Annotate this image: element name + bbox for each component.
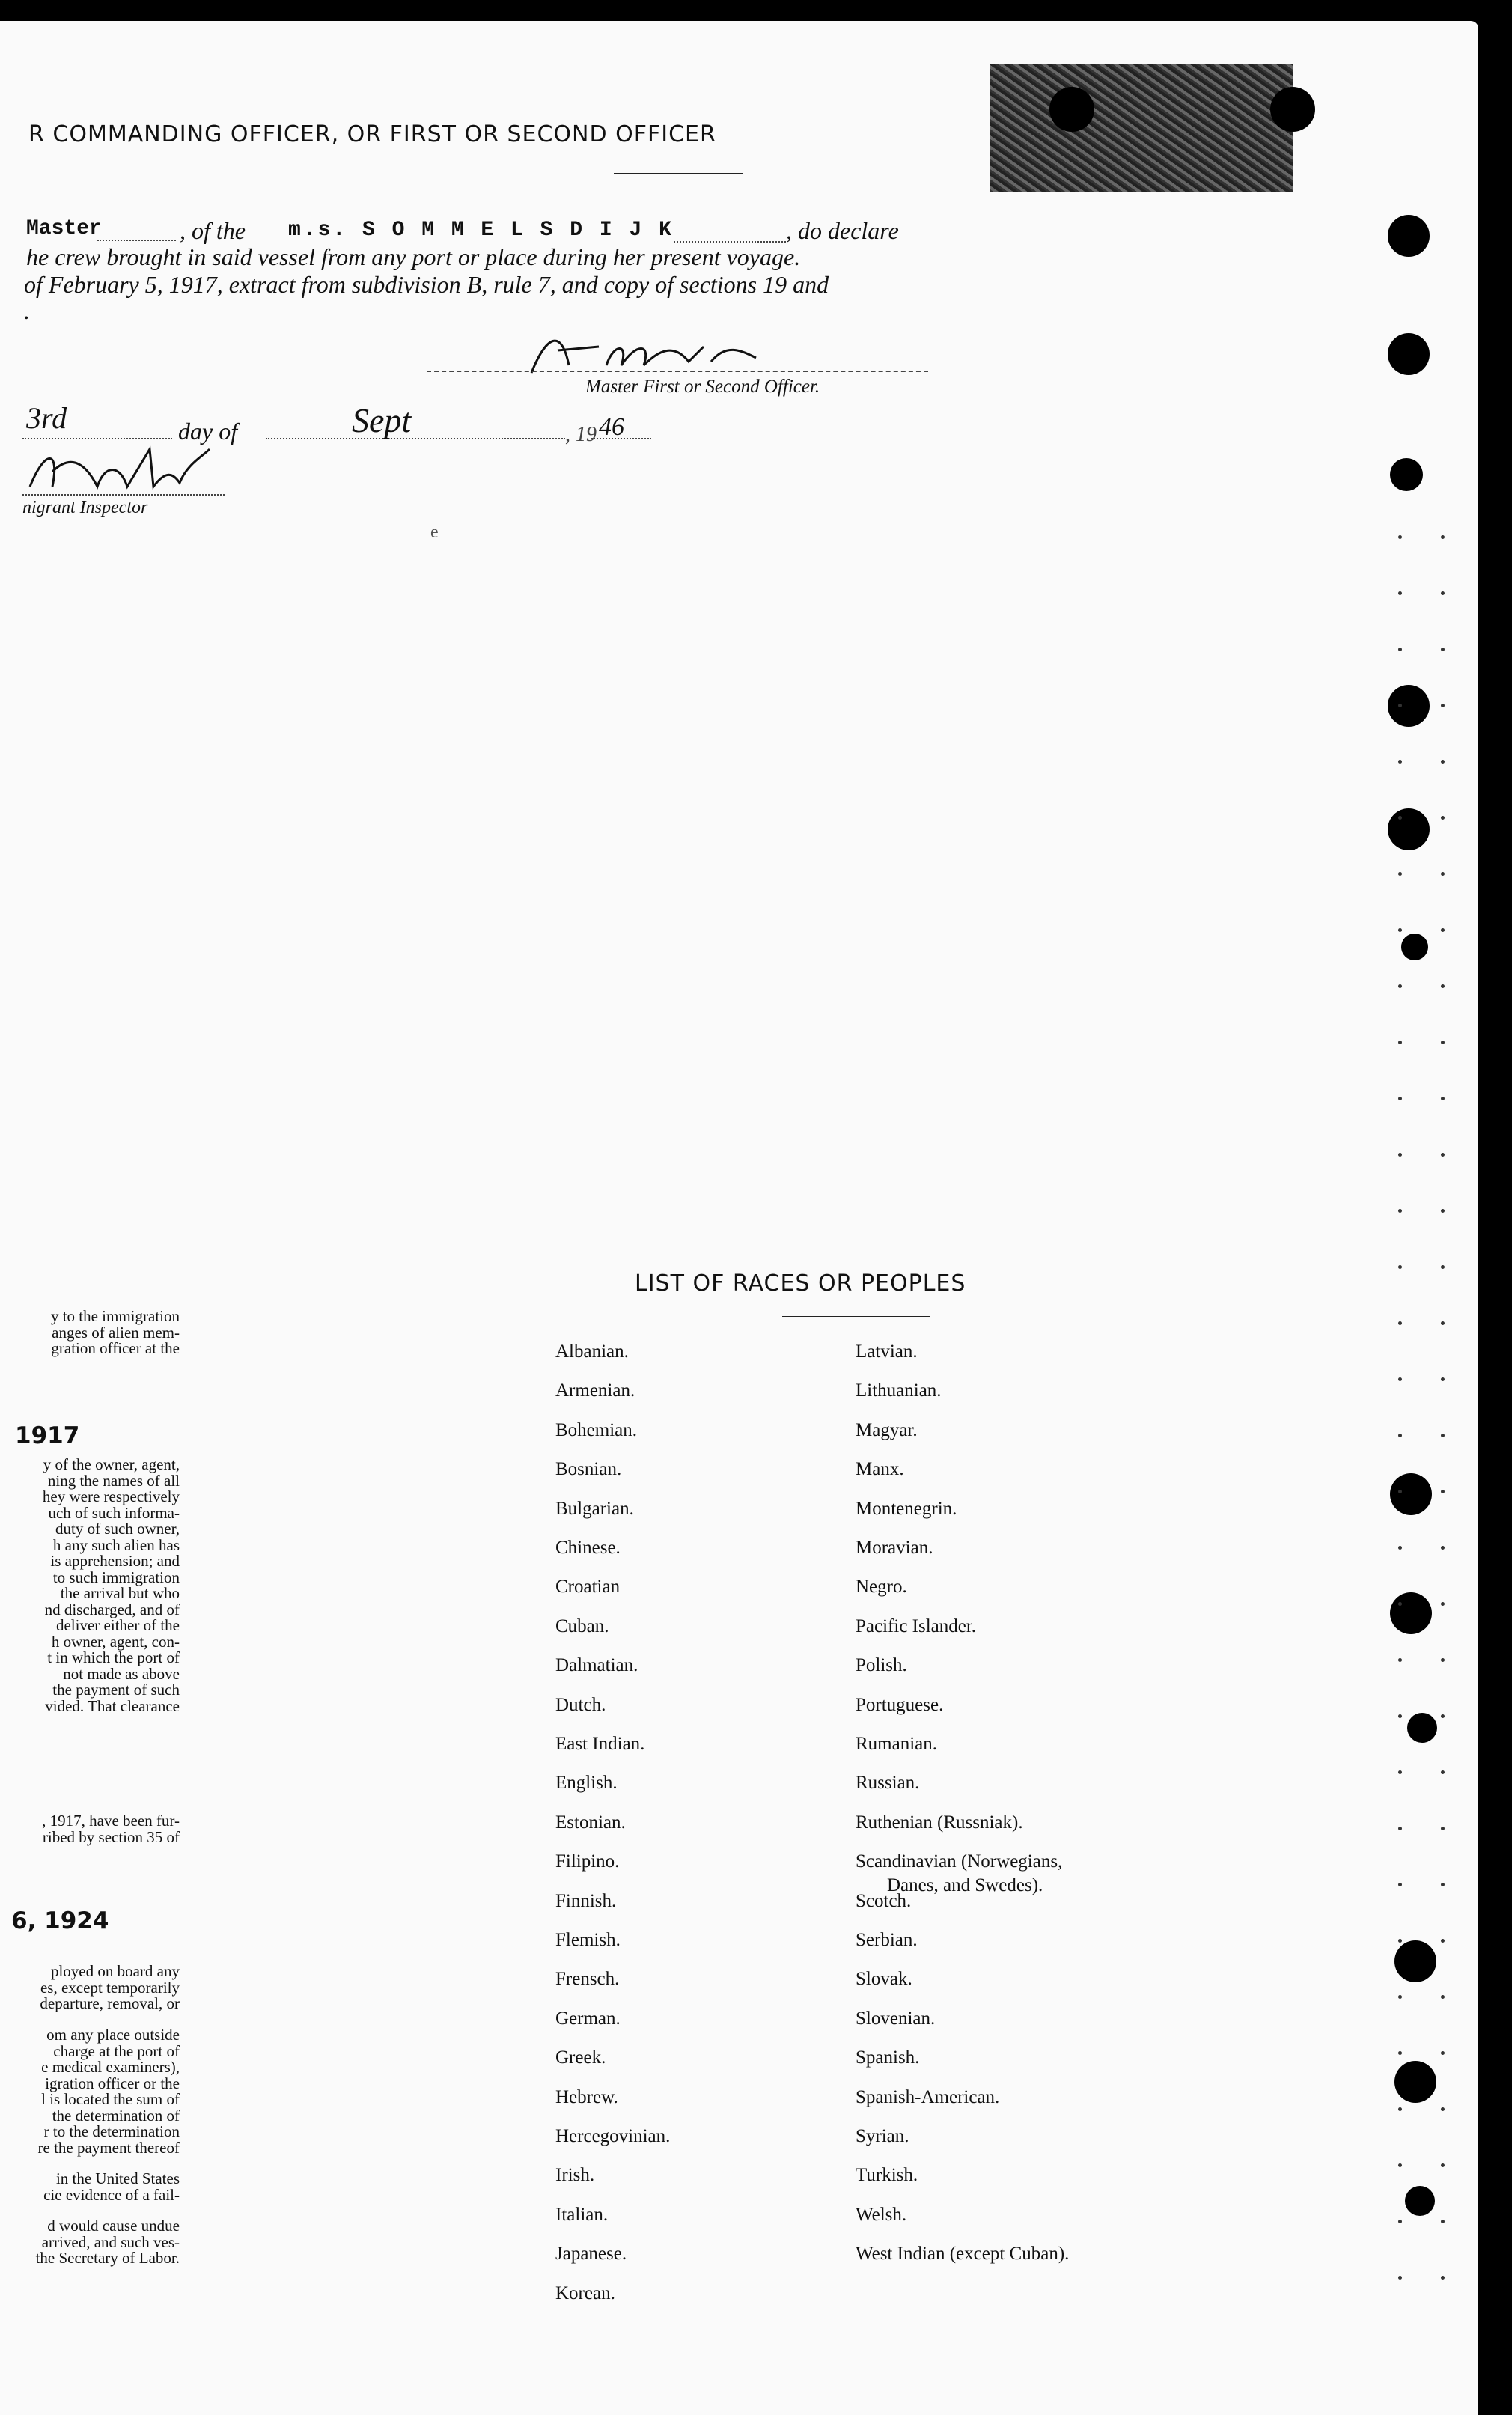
bleed-dot [1398, 1209, 1402, 1213]
bleed-dot [1398, 1097, 1402, 1100]
bleed-dot [1441, 1434, 1445, 1437]
punch-hole [1390, 1473, 1432, 1515]
race-item: Slovenian. [856, 2008, 936, 2029]
bleed-dot [1441, 1602, 1445, 1606]
left-para-5: om any place outside charge at the port of e medical examiners), igration officer or the l is located the sum of the determination of r to the determination re the payment thereof [37, 2026, 180, 2157]
bleed-dot [1398, 984, 1402, 988]
bleed-dot [1398, 1546, 1402, 1550]
race-item: Turkish. [856, 2165, 918, 2186]
punch-hole [1390, 458, 1423, 491]
race-item: Korean. [555, 2282, 615, 2303]
race-item: Scotch. [856, 1890, 912, 1911]
dotted-line [591, 438, 651, 439]
bleed-dot [1398, 1714, 1402, 1718]
dotted-line [97, 240, 176, 241]
bleed-dot [1441, 1321, 1445, 1325]
bleed-dot [1441, 1097, 1445, 1100]
stamp-mark: e [430, 523, 439, 542]
left-para-7: d would cause undue arrived, and such ves- the Secretary of Labor. [35, 2217, 180, 2267]
punch-hole [1388, 808, 1430, 850]
bleed-dot [1398, 591, 1402, 595]
race-item: Moravian. [856, 1538, 933, 1558]
year-value: 46 [599, 413, 624, 441]
bleed-dot [1398, 1265, 1402, 1269]
punch-hole [1407, 1713, 1437, 1743]
left-para-2: y of the owner, agent, ning the names of all hey were respectively uch of such informa- duty of such owner, h any such alien has is apprehension; and to such immigration the arrival but who nd discharged, and of deliver either of the h owner, agent, con- t in which the port of not made as above the payment of such vided. That clearance [42, 1455, 180, 1715]
race-item: English. [555, 1773, 618, 1794]
inspector-label: nigrant Inspector [22, 498, 148, 517]
bleed-dot [1398, 1377, 1402, 1381]
bleed-dot [1441, 1770, 1445, 1774]
bleed-dot [1398, 928, 1402, 932]
bleed-dot [1441, 1714, 1445, 1718]
race-item: Dalmatian. [555, 1655, 638, 1676]
race-item: Latvian. [856, 1342, 918, 1362]
bleed-dot [1441, 1658, 1445, 1662]
race-item: East Indian. [555, 1734, 645, 1754]
bleed-dot [1398, 1827, 1402, 1830]
left-para-6: in the United States cie evidence of a fail- [43, 2169, 180, 2204]
damaged-corner-patch [990, 64, 1293, 192]
dotted-line [22, 494, 225, 496]
bleed-dot [1398, 1770, 1402, 1774]
title-underline [614, 173, 743, 174]
left-para-4: ployed on board any es, except temporarily departure, removal, or [40, 1962, 180, 2012]
race-item: Bulgarian. [555, 1498, 634, 1519]
declaration-line-2: he crew brought in said vessel from any port or place during her present voyage. [26, 243, 801, 270]
of-the-label: , of the [180, 217, 246, 244]
bleed-dot [1441, 591, 1445, 595]
race-item: Finnish. [555, 1890, 617, 1911]
race-item: Frensch. [555, 1969, 620, 1990]
heading-1924: 6, 1924 [11, 1907, 109, 1934]
bleed-dot [1441, 1490, 1445, 1493]
bleed-dot [1441, 2163, 1445, 2167]
race-item: Manx. [856, 1459, 904, 1480]
bleed-dot [1441, 2107, 1445, 2111]
bleed-dot [1398, 1490, 1402, 1493]
race-item: German. [555, 2008, 621, 2029]
do-declare-label: , do declare [786, 217, 899, 244]
race-item: Scandinavian (Norwegians, [856, 1851, 1063, 1872]
bleed-dot [1441, 984, 1445, 988]
bleed-dot [1441, 1209, 1445, 1213]
vessel-name: m.s. S O M M E L S D I J K [288, 219, 674, 242]
bleed-dot [1398, 1658, 1402, 1662]
race-item: Hebrew. [555, 2086, 618, 2107]
race-item: Magyar. [856, 1419, 918, 1440]
left-para-1: y to the immigration anges of alien mem- gration officer at the [50, 1307, 180, 1357]
race-item: Croatian [555, 1577, 621, 1598]
bleed-dot [1398, 1883, 1402, 1886]
race-item: Spanish. [856, 2047, 920, 2068]
race-item: Albanian. [555, 1342, 629, 1362]
heading-1917: 1917 [15, 1422, 80, 1449]
race-item: Irish. [555, 2165, 595, 2186]
punch-hole [1401, 934, 1428, 960]
bleed-dot [1398, 2051, 1402, 2055]
race-item: Estonian. [555, 1812, 626, 1833]
master-label: Master [26, 217, 102, 240]
race-item: Bohemian. [555, 1419, 638, 1440]
punch-hole [1270, 87, 1315, 132]
bleed-dot [1441, 1041, 1445, 1044]
race-item: Danes, and Swedes). [887, 1875, 1043, 1896]
race-item: Japanese. [555, 2244, 627, 2265]
signature-line [427, 371, 928, 372]
punch-hole [1388, 215, 1430, 257]
bleed-dot [1441, 928, 1445, 932]
bleed-dot [1398, 1153, 1402, 1157]
bleed-dot [1398, 1602, 1402, 1606]
punch-hole [1394, 2061, 1436, 2103]
page-title: R COMMANDING OFFICER, OR FIRST OR SECOND OFFICER [28, 121, 716, 147]
race-item: Chinese. [555, 1538, 621, 1558]
bleed-dot [1441, 2276, 1445, 2280]
bleed-dot [1398, 1321, 1402, 1325]
bleed-dot [1441, 1883, 1445, 1886]
bleed-dot [1441, 1377, 1445, 1381]
races-title-underline [782, 1316, 930, 1317]
bleed-dot [1398, 2107, 1402, 2111]
race-item: Spanish-American. [856, 2086, 1000, 2107]
declaration-line-3: of February 5, 1917, extract from subdivision B, rule 7, and copy of sections 19 and [24, 271, 829, 298]
day-value: 3rd [26, 401, 67, 435]
day-of-label: day of [178, 418, 238, 445]
year-prefix: , 19 [565, 423, 597, 446]
race-item: Bosnian. [555, 1459, 622, 1480]
punch-hole [1388, 685, 1430, 727]
race-item: Cuban. [555, 1615, 609, 1636]
bleed-dot [1441, 1546, 1445, 1550]
bleed-dot [1441, 1153, 1445, 1157]
race-item: Polish. [856, 1655, 907, 1676]
signature-label: Master First or Second Officer. [585, 377, 820, 397]
bleed-dot [1441, 2051, 1445, 2055]
race-item: Ruthenian (Russniak). [856, 1812, 1023, 1833]
bleed-dot [1398, 2276, 1402, 2280]
race-item: Pacific Islander. [856, 1615, 977, 1636]
race-item: Slovak. [856, 1969, 912, 1990]
race-item: Flemish. [555, 1930, 621, 1950]
race-item: Syrian. [856, 2126, 909, 2146]
bleed-dot [1398, 704, 1402, 707]
punch-hole [1390, 1592, 1432, 1634]
bleed-dot [1441, 816, 1445, 820]
punch-hole [1388, 333, 1430, 375]
bleed-dot [1398, 2220, 1402, 2223]
race-item: Portuguese. [856, 1694, 944, 1715]
race-item: Rumanian. [856, 1734, 938, 1754]
race-item: Lithuanian. [856, 1380, 942, 1401]
left-para-3: , 1917, have been fur- ribed by section 35 of [42, 1812, 180, 1846]
bleed-dot [1441, 2220, 1445, 2223]
race-item: Negro. [856, 1577, 907, 1598]
punch-hole [1405, 2186, 1435, 2216]
bleed-dot [1441, 704, 1445, 707]
race-item: Welsh. [856, 2204, 907, 2225]
bleed-dot [1441, 1995, 1445, 1999]
dotted-line [674, 241, 786, 243]
race-item: Italian. [555, 2204, 609, 2225]
month-value: Sept [352, 401, 412, 439]
bleed-dot [1398, 1939, 1402, 1943]
bleed-dot [1441, 1265, 1445, 1269]
bleed-dot [1441, 1939, 1445, 1943]
race-item: Greek. [555, 2047, 606, 2068]
race-item: Dutch. [555, 1694, 606, 1715]
race-item: Filipino. [555, 1851, 620, 1872]
race-item: Armenian. [555, 1380, 635, 1401]
bleed-dot [1398, 1041, 1402, 1044]
bleed-dot [1398, 816, 1402, 820]
dotted-line [266, 438, 565, 439]
bleed-dot [1441, 872, 1445, 876]
race-item: Russian. [856, 1773, 920, 1794]
race-item: Hercegovinian. [555, 2126, 671, 2146]
bleed-dot [1398, 535, 1402, 539]
race-item: Montenegrin. [856, 1498, 957, 1519]
bleed-dot [1441, 1827, 1445, 1830]
declaration-line-4: . [24, 297, 30, 324]
bleed-dot [1398, 872, 1402, 876]
bleed-dot [1441, 648, 1445, 651]
dotted-line [22, 438, 172, 439]
bleed-dot [1398, 760, 1402, 764]
inspector-signature [22, 442, 225, 502]
bleed-dot [1398, 1995, 1402, 1999]
bleed-dot [1398, 2163, 1402, 2167]
bleed-dot [1398, 1434, 1402, 1437]
bleed-dot [1398, 648, 1402, 651]
punch-hole [1394, 1940, 1436, 1982]
race-item: Serbian. [856, 1930, 918, 1950]
punch-hole [1049, 87, 1094, 132]
bleed-dot [1441, 535, 1445, 539]
race-item: West Indian (except Cuban). [856, 2244, 1070, 2265]
races-list-title: LIST OF RACES OR PEOPLES [635, 1270, 966, 1297]
bleed-dot [1441, 760, 1445, 764]
